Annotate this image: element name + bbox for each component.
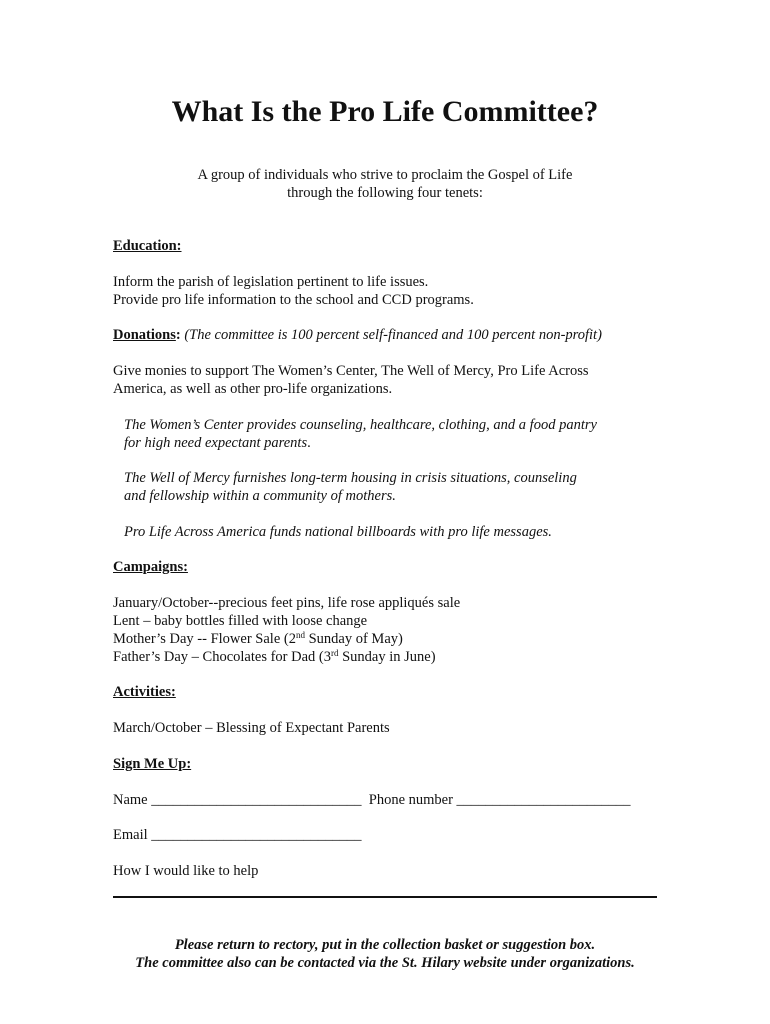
pro-life-across-america-line: Pro Life Across America funds national billboards with pro life messages. — [124, 524, 552, 540]
signup-help-row — [113, 862, 258, 880]
activities-list — [113, 719, 390, 737]
help-label: How I would like to help — [113, 863, 259, 879]
help-answer-line[interactable] — [113, 896, 657, 898]
intro-line-2: through the following four tenets: — [287, 185, 483, 201]
womens-center-line-2: for high need expectant parents — [124, 435, 308, 451]
intro-line-1: A group of individuals who strive to proclaim the Gospel of Life — [197, 167, 573, 183]
footer-line-2: The committee also can be contacted via the St. Hilary website under organizations. — [135, 955, 635, 971]
activity-item-1: March/October – Blessing of Expectant Parents — [113, 720, 390, 736]
activities-heading: Activities: — [113, 684, 176, 700]
donations-colon: : — [175, 327, 181, 343]
well-of-mercy-line-2: and fellowship within a community of mothers. — [124, 488, 396, 504]
womens-center-paragraph — [124, 416, 597, 452]
education-line-2: Provide pro life information to the school and CCD programs. — [113, 292, 474, 308]
education-heading: Education: — [113, 238, 182, 254]
donations-heading-row — [113, 326, 602, 344]
campaign-item-4: Father’s Day – Chocolates for Dad (3rd Sunday in June) — [113, 648, 436, 665]
page-title: What Is the Pro Life Committee? — [171, 95, 599, 128]
footer-note — [0, 936, 770, 972]
signup-email-row — [113, 826, 362, 844]
well-of-mercy-paragraph — [124, 469, 577, 505]
footer-line-1: Please return to rectory, put in the collection basket or suggestion box. — [174, 937, 596, 953]
donations-line-1: Give monies to support The Women’s Center, The Well of Mercy, Pro Life Across — [113, 363, 589, 379]
pro-life-across-america-paragraph — [124, 523, 552, 541]
campaigns-heading: Campaigns: — [113, 559, 188, 575]
well-of-mercy-line-1: The Well of Mercy furnishes long-term housing in crisis situations, counseling — [124, 470, 577, 486]
donations-note: (The committee is 100 percent self-financed and 100 percent non-profit) — [184, 327, 602, 343]
campaigns-list — [113, 594, 460, 666]
donations-line-2: America, as well as other pro-life organizations. — [113, 381, 393, 397]
campaign-item-2: Lent – baby bottles filled with loose change — [113, 613, 368, 629]
signup-name-phone-row — [113, 791, 631, 809]
education-line-1: Inform the parish of legislation pertinent to life issues. — [113, 274, 429, 290]
education-text — [113, 273, 474, 309]
email-field[interactable]: Email _____________________________ — [113, 827, 362, 843]
name-field[interactable]: Name _____________________________ — [113, 792, 362, 808]
womens-center-period: . — [307, 435, 311, 451]
campaign-item-1: January/October--precious feet pins, life rose appliqués sale — [113, 595, 461, 611]
signup-heading: Sign Me Up: — [113, 756, 192, 772]
campaign-item-3: Mother’s Day -- Flower Sale (2nd Sunday of May) — [113, 630, 403, 647]
intro-paragraph — [0, 166, 770, 202]
donations-text — [113, 362, 589, 398]
phone-number-field[interactable]: Phone number ________________________ — [368, 792, 631, 808]
donations-heading: Donations — [113, 327, 176, 343]
womens-center-line-1: The Women’s Center provides counseling, healthcare, clothing, and a food pantry — [124, 417, 597, 433]
